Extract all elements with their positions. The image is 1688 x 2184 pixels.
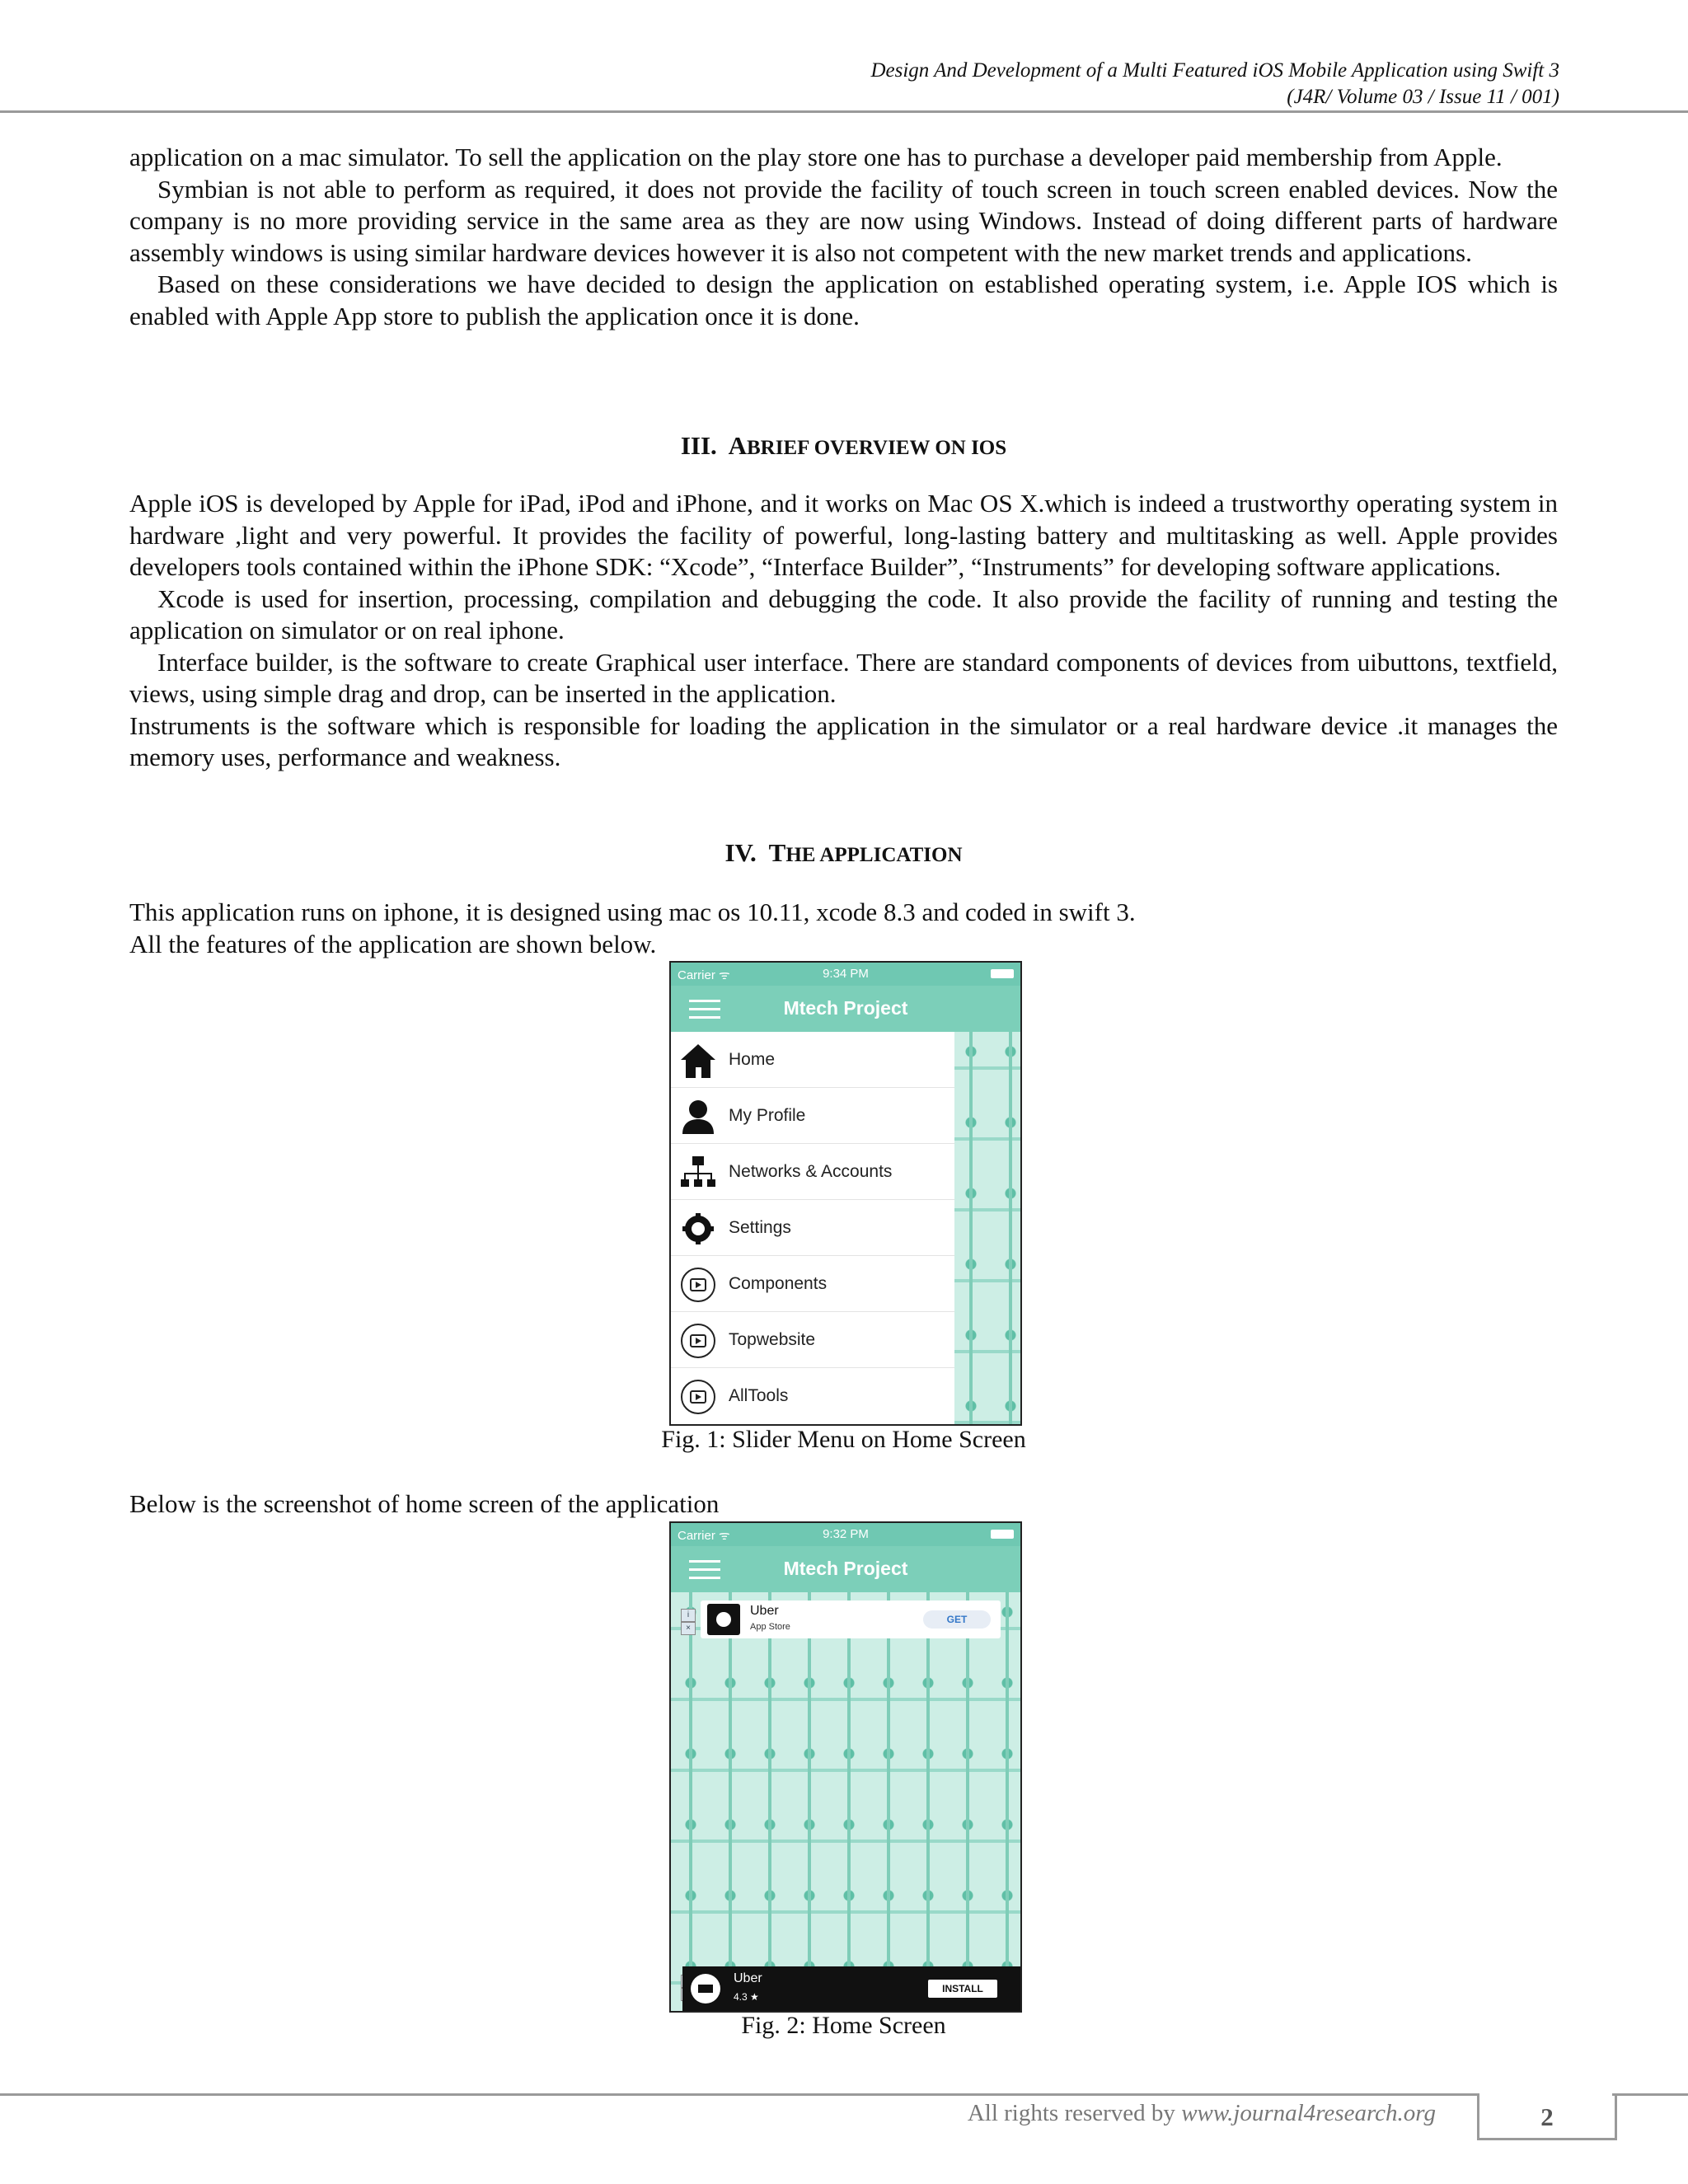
nav-bar — [671, 986, 1020, 1032]
uber-logo-icon — [691, 1974, 720, 2004]
status-carrier: Carrier ᯤ — [678, 968, 730, 982]
menu-item-label: Home — [729, 1050, 776, 1069]
figure-1-caption: Fig. 1: Slider Menu on Home Screen — [661, 1426, 1026, 1453]
intro-paragraph-3: Based on these considerations we have decided to design the application on established operating system, i.e. Apple IOS which is enabled with Apple App store to publish the application once it is done. — [129, 269, 1558, 330]
ad-info-icon[interactable]: i — [681, 1609, 696, 1622]
page-number: 2 — [1540, 2102, 1554, 2131]
running-header — [870, 58, 1559, 110]
uber-logo-icon — [707, 1604, 740, 1635]
running-header-volume: (J4R/ Volume 03 / Issue 11 / 001) — [1287, 86, 1559, 108]
play-circle-icon — [679, 1322, 717, 1360]
home-icon — [679, 1042, 717, 1080]
nav-title: Mtech Project — [783, 997, 908, 1019]
ad-subtitle: App Store — [750, 1622, 790, 1632]
ad-title: Uber — [750, 1604, 779, 1618]
menu-item-label: Settings — [729, 1218, 791, 1237]
play-circle-icon — [679, 1378, 717, 1416]
bottom-banner-ad[interactable] — [682, 1966, 1020, 2011]
status-carrier: Carrier ᯤ — [678, 1529, 730, 1543]
nav-title: Mtech Project — [783, 1558, 908, 1579]
section-3-paragraph-4: Instruments is the software which is responsible for loading the application in the simulator or a real hardware device .it manages the memory uses, performance and weakness. — [129, 710, 1558, 771]
section-3-number: III. — [680, 431, 717, 460]
footer-rights — [968, 2100, 1436, 2127]
menu-item-label: AllTools — [729, 1386, 789, 1405]
footer-site-link[interactable]: www.journal4research.org — [1181, 2100, 1436, 2126]
section-3-heading — [129, 431, 1558, 461]
menu-item-networks-accounts[interactable] — [671, 1144, 954, 1200]
figure-2-caption: Fig. 2: Home Screen — [741, 2012, 946, 2039]
menu-item-label: My Profile — [729, 1106, 806, 1125]
figure-1-screenshot — [669, 961, 1022, 1426]
running-header-title: Design And Development of a Multi Featured iOS Mobile Application using Swift 3 — [870, 59, 1559, 82]
ad-close-icon[interactable]: × — [681, 1622, 696, 1635]
menu-item-components[interactable] — [671, 1256, 954, 1312]
section-3-paragraph-2: Xcode is used for insertion, processing, compilation and debugging the code. It also provide the facility of running and testing the application on simulator or on real iphone. — [129, 583, 1558, 644]
section-4-line-1: This application runs on iphone, it is designed using mac os 10.11, xcode 8.3 and coded in swift 3. — [129, 898, 1136, 926]
footer-rule-right — [1612, 2093, 1688, 2096]
slider-menu-area — [671, 1032, 1020, 1426]
status-time: 9:34 PM — [823, 967, 869, 981]
header-rule — [0, 110, 1688, 113]
battery-icon — [991, 1530, 1014, 1539]
footer-rule — [0, 2093, 1477, 2096]
section-3-title: BRIEF OVERVIEW ON IOS — [746, 437, 1007, 459]
section-4-number: IV. — [724, 838, 757, 867]
menu-item-alltools[interactable] — [671, 1368, 954, 1423]
get-button[interactable]: GET — [923, 1610, 991, 1629]
status-time: 9:32 PM — [823, 1527, 869, 1541]
ad-title: Uber — [734, 1971, 762, 1985]
menu-item-my-profile[interactable] — [671, 1088, 954, 1144]
section-4-heading — [129, 838, 1558, 868]
section-3-paragraph-1: Apple iOS is developed by Apple for iPad, iPod and iPhone, and it works on Mac OS X.which is indeed a trustworthy operating system in hardware ,light and very powerful. It provides the facility of powerful, long-lasting battery and multitasking as well. Apple provides developers tools contained within the iPhone SDK: “Xcode”, “Interface Builder”, “Instruments” for developing software applications. — [129, 489, 1558, 581]
section-4-line-2: All the features of the application are shown below. — [129, 929, 657, 958]
slider-menu — [671, 1032, 954, 1426]
footer-rights-prefix: All rights reserved by — [967, 2100, 1182, 2126]
install-button[interactable]: INSTALL — [928, 1980, 997, 1998]
figure-2-screenshot — [669, 1521, 1022, 2013]
circuit-background — [951, 1032, 1020, 1426]
section-3-body — [129, 488, 1558, 774]
home-content-area — [671, 1592, 1020, 2011]
status-bar — [671, 1523, 1020, 1546]
top-banner-ad[interactable] — [701, 1601, 1001, 1638]
battery-icon — [991, 969, 1014, 978]
menu-item-settings[interactable] — [671, 1200, 954, 1256]
ad-rating: 4.3 ★ — [734, 1991, 759, 2003]
network-icon — [679, 1154, 717, 1192]
intro-paragraph-1: application on a mac simulator. To sell the application on the play store one has to purchase a developer paid membership from Apple. — [129, 143, 1503, 171]
home-screen-intro-text: Below is the screenshot of home screen of the application — [129, 1489, 720, 1518]
menu-item-topwebsite[interactable] — [671, 1312, 954, 1368]
menu-item-label: Networks & Accounts — [729, 1162, 893, 1181]
user-icon — [679, 1098, 717, 1136]
section-4-first-letter: T — [768, 838, 786, 867]
nav-bar — [671, 1546, 1020, 1592]
menu-item-label: Topwebsite — [729, 1330, 816, 1349]
menu-item-home[interactable] — [671, 1032, 954, 1088]
section-4-title: HE APPLICATION — [785, 844, 963, 866]
section-3-first-letter: A — [728, 431, 747, 460]
section-3-paragraph-3: Interface builder, is the software to create Graphical user interface. There are standard components of devices from uibuttons, textfield, views, using simple drag and drop, can be inserted in the application. — [129, 647, 1558, 708]
menu-item-label: Components — [729, 1274, 828, 1293]
play-circle-icon — [679, 1266, 717, 1304]
status-bar — [671, 963, 1020, 986]
intro-section — [129, 142, 1558, 332]
section-4-body — [129, 897, 1558, 960]
gear-icon — [679, 1210, 717, 1248]
intro-paragraph-2: Symbian is not able to perform as required, it does not provide the facility of touch screen in touch screen enabled devices. Now the company is no more providing service in the same area as they are now using Windows. Instead of doing different parts of hardware assembly windows is using similar hardware devices however it is also not competent with the new market trends and applications. — [129, 174, 1558, 267]
